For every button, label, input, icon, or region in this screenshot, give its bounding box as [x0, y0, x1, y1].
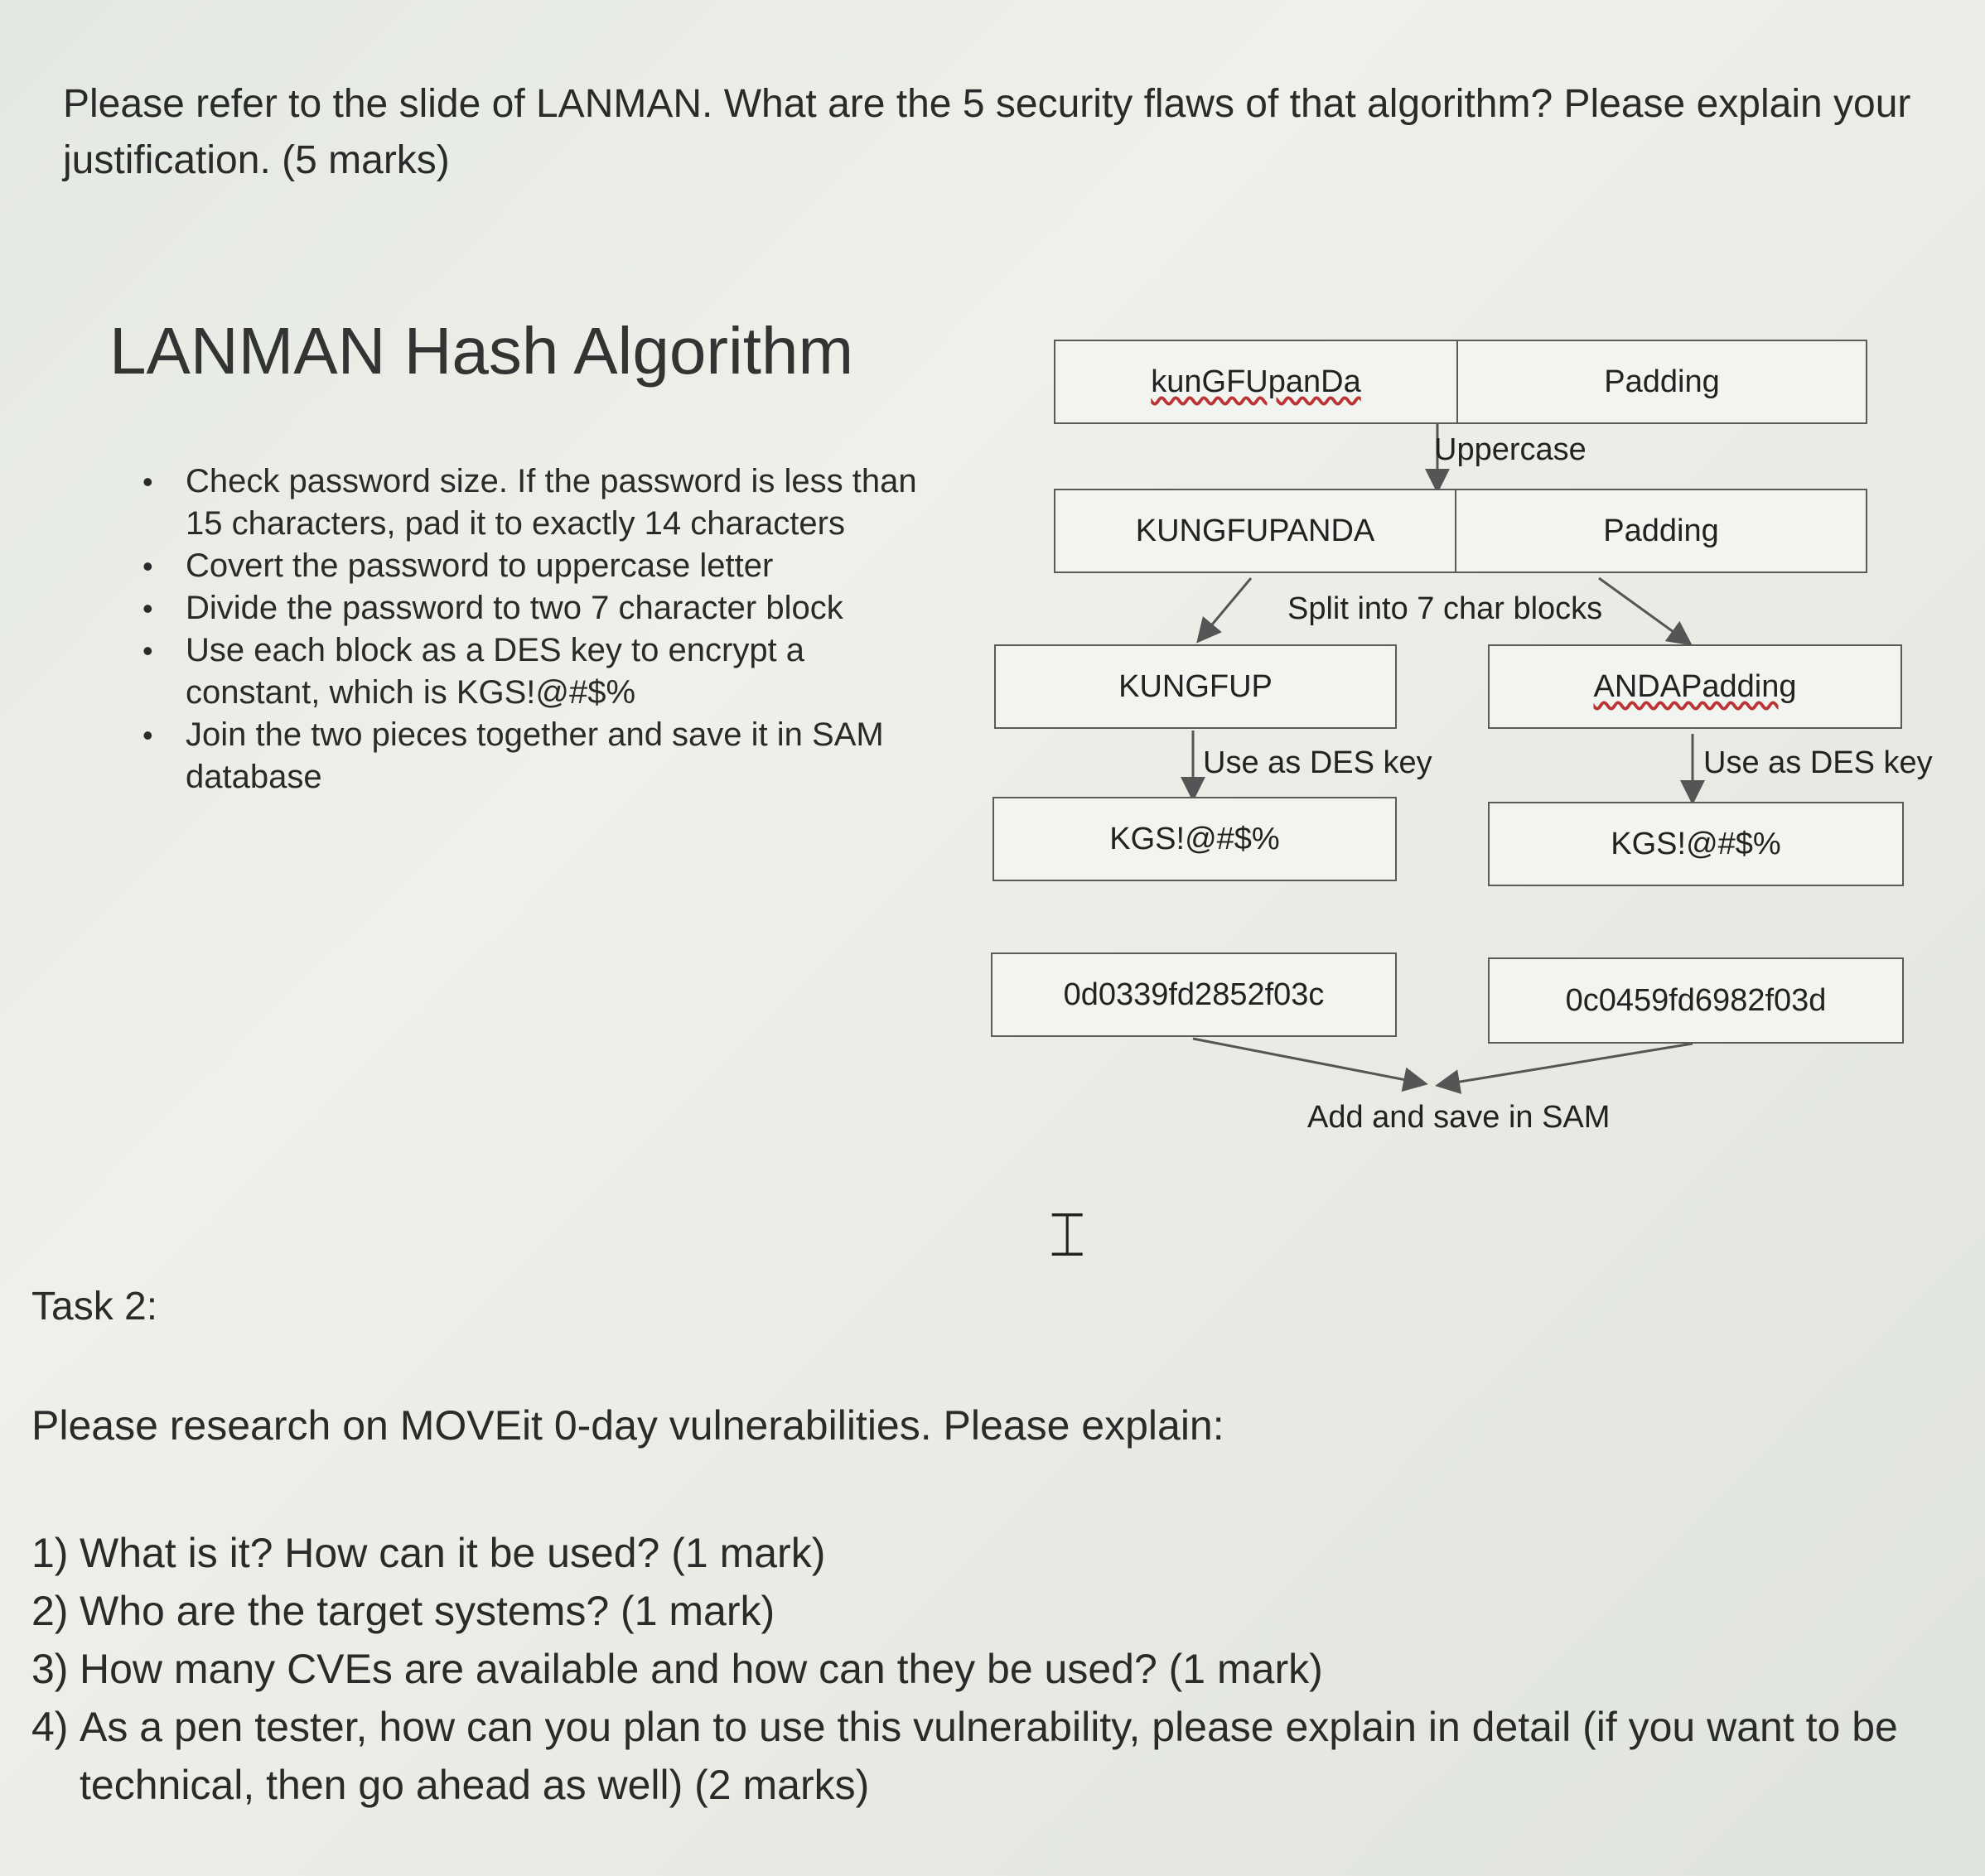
uppercase-padding-box: Padding — [1455, 489, 1867, 573]
list-item: 1) What is it? How can it be used? (1 mark) — [31, 1530, 826, 1576]
list-item: • Divide the password to two 7 character block — [142, 587, 921, 629]
hash-1-box: 0d0339fd2852f03c — [991, 952, 1397, 1037]
task-2-questions — [31, 1524, 1937, 1814]
slide-title: LANMAN Hash Algorithm — [109, 314, 854, 388]
list-item: • Covert the password to uppercase letter — [142, 545, 921, 587]
constant-1-box: KGS!@#$% — [992, 797, 1397, 881]
text-cursor-icon: ⌶ — [1049, 1199, 1086, 1271]
block-2-box: ANDAPadding — [1488, 644, 1902, 729]
hash-2-box: 0c0459fd6982f03d — [1488, 957, 1904, 1044]
list-item: • Check password size. If the password is less than 15 characters, pad it to exactly 14 characters — [142, 461, 921, 545]
save-label: Add and save in SAM — [1307, 1100, 1611, 1135]
list-item: 2) Who are the target systems? (1 mark) — [31, 1588, 775, 1634]
des-label-left: Use as DES key — [1203, 745, 1432, 780]
block-1-box: KUNGFUP — [994, 644, 1397, 729]
list-item: • Use each block as a DES key to encrypt a constant, which is KGS!@#$% — [142, 629, 921, 714]
question-1-text: Please refer to the slide of LANMAN. What are the 5 security flaws of that algorithm? Please explain your justification. (5 marks) — [63, 82, 1911, 182]
split-right-arrow — [1599, 578, 1688, 643]
join-right-arrow — [1440, 1044, 1693, 1085]
constant-2-box: KGS!@#$% — [1488, 802, 1904, 886]
split-left-arrow — [1200, 578, 1251, 639]
list-item: 3) How many CVEs are available and how can they be used? (1 mark) — [31, 1646, 1323, 1692]
split-label: Split into 7 char blocks — [1287, 591, 1603, 626]
join-left-arrow — [1193, 1039, 1423, 1083]
des-label-right: Use as DES key — [1703, 745, 1933, 780]
uppercase-label: Uppercase — [1434, 432, 1587, 467]
padding-box: Padding — [1456, 340, 1867, 424]
task-2-intro: Please research on MOVEit 0-day vulnerabilities. Please explain: — [31, 1402, 1224, 1449]
list-item: 4) As a pen tester, how can you plan to use this vulnerability, please explain in detail (if you want to be technical, then go ahead as well) (2 marks) — [31, 1704, 1898, 1808]
password-box: kunGFUpanDa — [1054, 340, 1458, 424]
uppercase-password-box: KUNGFUPANDA — [1054, 489, 1456, 573]
list-item: • Join the two pieces together and save it in SAM database — [142, 714, 921, 798]
task-2-heading: Task 2: — [31, 1285, 158, 1329]
